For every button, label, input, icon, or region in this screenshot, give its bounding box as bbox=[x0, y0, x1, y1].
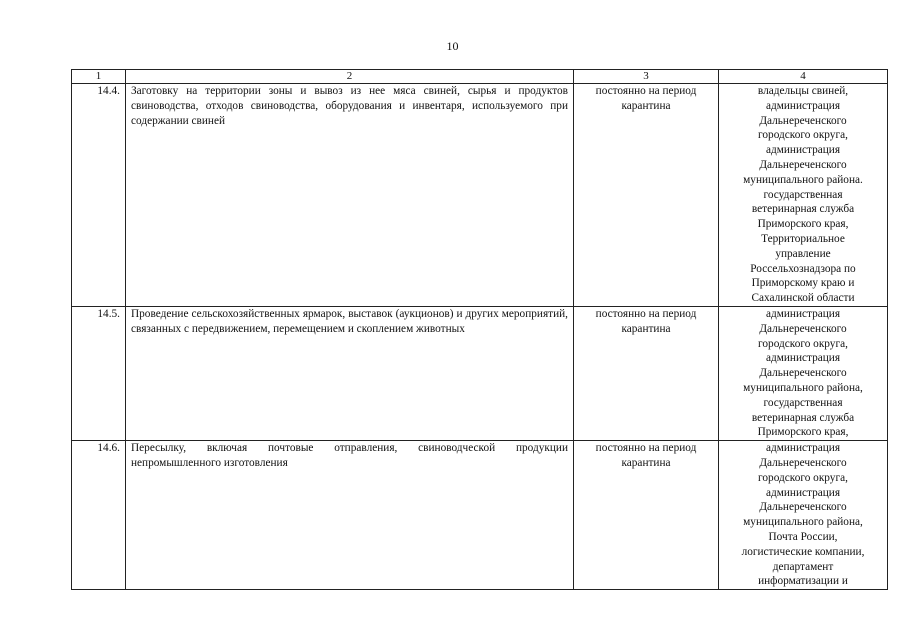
executor-line: администрация bbox=[765, 442, 841, 455]
executor-line: Территориальное bbox=[761, 232, 845, 245]
executor-line: Приморского края, bbox=[757, 426, 849, 439]
executor-line: логистические компании, bbox=[741, 545, 865, 558]
column-header-measure: 2 bbox=[126, 70, 574, 84]
term-text: постоянно на период карантина bbox=[574, 441, 719, 590]
column-header-term: 3 bbox=[574, 70, 719, 84]
executor-line: ветеринарная служба bbox=[751, 411, 855, 424]
executor-line: Дальнереченского bbox=[759, 158, 847, 171]
executor-line: государственная bbox=[763, 396, 843, 409]
executor-line: Дальнереченского bbox=[759, 114, 847, 127]
executor-line: администрация bbox=[765, 99, 841, 112]
executor-line: городского округа, bbox=[758, 337, 848, 350]
header-row bbox=[72, 70, 888, 84]
executor-line: муниципального района. bbox=[743, 173, 863, 186]
row-number: 14.4. bbox=[72, 84, 126, 307]
measure-text: Пересылку, включая почтовые отправления, свиноводческой продукции непромышленного изготовления bbox=[126, 441, 574, 590]
executor-line: городского округа, bbox=[758, 471, 848, 484]
table-row bbox=[72, 84, 888, 307]
executors-cell bbox=[719, 307, 888, 441]
executor-line: Приморского края, bbox=[757, 218, 849, 231]
executor-line: администрация bbox=[765, 308, 841, 320]
executor-line: городского округа, bbox=[758, 129, 848, 142]
term-text: постоянно на период карантина bbox=[574, 307, 719, 441]
measure-text: Заготовку на территории зоны и вывоз из нее мяса свиней, сырья и продуктов свиноводства, отходов свиноводства, оборудования и инвентаря, используемого при содержании свиней bbox=[126, 84, 574, 307]
executor-line: Дальнереченского bbox=[759, 322, 847, 335]
executor-line: муниципального района, bbox=[743, 516, 863, 529]
executor-line: администрация bbox=[765, 352, 841, 365]
executor-line: ветеринарная служба bbox=[751, 203, 855, 216]
executor-line: государственная bbox=[763, 188, 843, 201]
executor-line: муниципального района, bbox=[743, 381, 863, 394]
executor-line: информатизации и bbox=[758, 575, 848, 588]
executor-line: Приморскому краю и bbox=[751, 277, 855, 290]
page-number: 10 bbox=[446, 39, 459, 53]
executor-line: Почта России, bbox=[768, 530, 838, 543]
term-text: постоянно на период карантина bbox=[574, 84, 719, 307]
executor-line: Дальнереченского bbox=[759, 501, 847, 514]
column-header-executors: 4 bbox=[719, 70, 888, 84]
executor-line: Дальнереченского bbox=[759, 367, 847, 380]
executor-line: Россельхознадзора по bbox=[750, 262, 856, 275]
executor-line: администрация bbox=[765, 486, 841, 499]
executor-line: администрация bbox=[765, 144, 841, 157]
executor-line: Сахалинской области bbox=[751, 292, 855, 305]
executor-line: управление bbox=[775, 247, 831, 260]
executors-cell bbox=[719, 441, 888, 590]
column-header-number: 1 bbox=[72, 70, 126, 84]
executors-cell bbox=[719, 84, 888, 307]
table-row bbox=[72, 307, 888, 441]
measures-table bbox=[71, 69, 888, 590]
executor-line: владельцы свиней, bbox=[757, 85, 849, 97]
executor-line: Дальнереченского bbox=[759, 456, 847, 469]
measure-text: Проведение сельскохозяйственных ярмарок, выставок (аукционов) и других мероприятий, связанных с передвижением, перемещением и скоплением животных bbox=[126, 307, 574, 441]
table-row bbox=[72, 441, 888, 590]
executor-line: департамент bbox=[772, 560, 834, 573]
row-number: 14.6. bbox=[72, 441, 126, 590]
row-number: 14.5. bbox=[72, 307, 126, 441]
